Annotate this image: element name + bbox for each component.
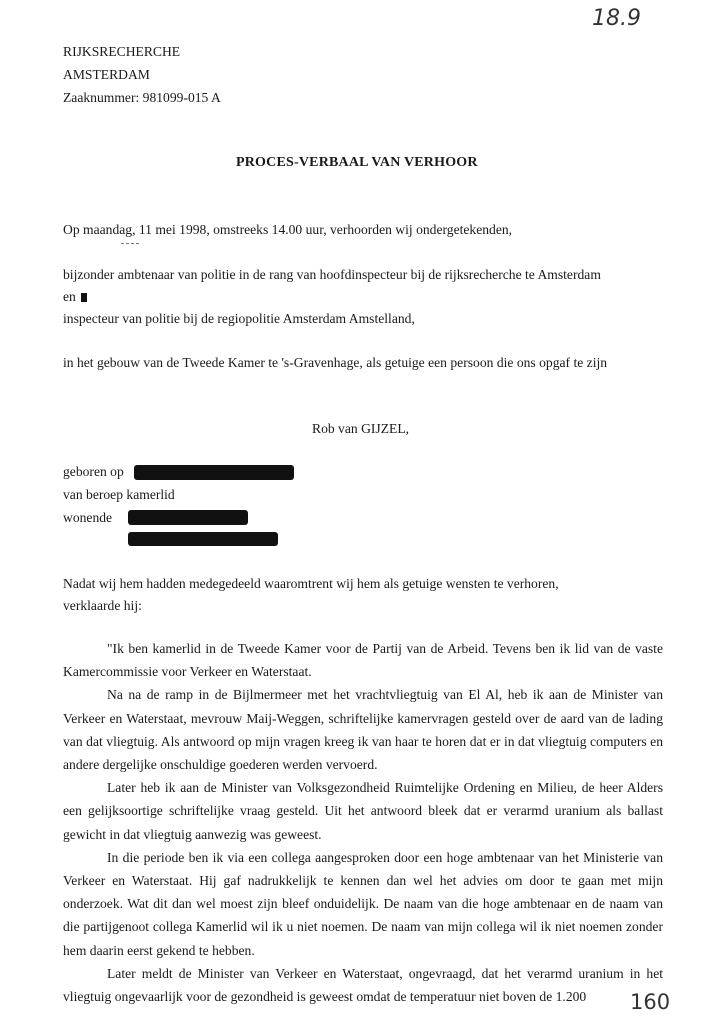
location-line: in het gebouw van de Tweede Kamer te 's-Gravenhage, als getuige een persoon die ons opgaf te zijn [63,355,608,370]
redacted-address-2 [128,532,278,546]
officer-2: inspecteur van politie bij de regiopolitie Amsterdam Amstelland, [63,311,415,326]
redaction-mark [121,243,139,245]
statement-body [63,637,663,1008]
redacted-birthdate [134,465,294,480]
header-agency: RIJKSRECHERCHE [63,44,181,59]
page-number: 160 [630,990,671,1014]
statement-paragraph: Later meldt de Minister van Verkeer en Waterstaat, ongevraagd, dat het verarmd uranium in het vliegtuig ongevaarlijk voor de gezondheid is geweest omdat de temperatuur niet boven de 1.200 [63,965,663,1005]
statement-paragraph: "Ik ben kamerlid in de Tweede Kamer voor de Partij van de Arbeid. Tevens ben ik lid van de vaste Kamercommissie voor Verkeer en Waterstaat. [63,641,663,680]
case-label: Zaaknummer: [63,90,140,105]
statement-intro-1: Nadat wij hem hadden medegedeeld waaromtrent wij hem als getuige wensten te verhoren, [63,576,559,591]
born-label: geboren op [63,464,124,479]
intro-line: Op maandag, 11 mei 1998, omstreeks 14.00 uur, verhoorden wij ondergetekenden, [63,222,513,237]
and-word: en [63,289,76,304]
case-number: 981099-015 A [142,90,221,105]
header-city: AMSTERDAM [63,67,150,82]
statement-paragraph: Later heb ik aan de Minister van Volksgezondheid Ruimtelijke Ordening en Milieu, de heer Alders een gelijksoortige schriftelijke vraag gesteld. Uit het antwoord bleek dat er verarmd uranium als ballast gewicht in dat vliegtuig aanwezig was geweest. [63,780,663,842]
profession-line: van beroep kamerlid [63,487,175,502]
officer-1: bijzonder ambtenaar van politie in de rang van hoofdinspecteur bij de rijksrecherche te Amsterdam [63,267,601,282]
redaction-small [81,293,87,302]
statement-paragraph: Na na de ramp in de Bijlmermeer met het vrachtvliegtuig van El Al, heb ik aan de Minister van Verkeer en Waterstaat, mevrouw Maij-Weggen, schriftelijke kamervragen gesteld over de aard van de lading van dat vliegtuig. Als antwoord op mijn vragen kreeg ik van haar te horen dat er in dat vliegtuig computers en andere dergelijke onschuldige goederen werden vervoerd. [63,687,663,773]
witness-name: Rob van GIJZEL, [312,421,410,436]
handwritten-folio: 18.9 [592,6,641,31]
residing-label: wonende [63,510,113,525]
case-number-line [63,90,221,106]
redacted-address-1 [128,510,248,525]
statement-paragraph: In die periode ben ik via een collega aangesproken door een hoge ambtenaar van het Ministerie van Verkeer en Waterstaat. Hij gaf nadrukkelijk te kennen dan wel het advies om door te gaan met mijn onderzoek. Wat dit dan wel moest zijn bleef onduidelijk. De naam van die hoge ambtenaar en de naam van die partijgenoot collega Kamerlid wil ik u niet noemen. De naam van mijn collega wil ik niet noemen zonder hem daarin eerst gekend te hebben. [63,849,663,958]
statement-intro-2: verklaarde hij: [63,598,142,613]
document-title: PROCES-VERBAAL VAN VERHOOR [236,155,478,170]
and-line [63,289,87,305]
